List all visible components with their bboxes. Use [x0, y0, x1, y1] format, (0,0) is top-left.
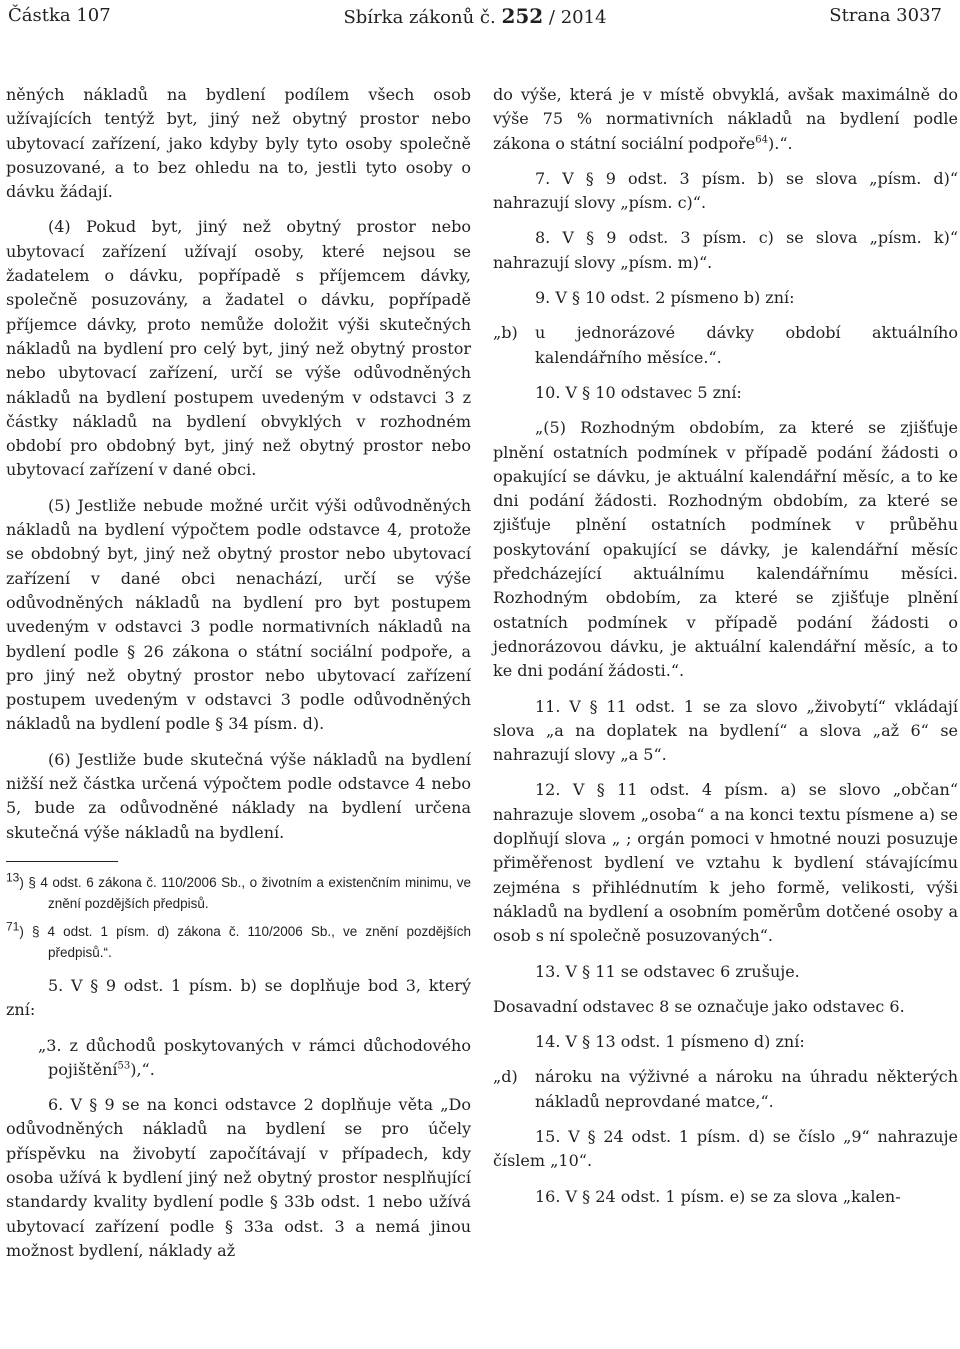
right-column	[493, 83, 958, 1209]
header-page-number: Strana 3037	[829, 5, 942, 26]
page-header	[8, 4, 942, 28]
amendment-item-14: 14. V § 13 odst. 1 písmeno d) zní:	[535, 1032, 805, 1052]
paragraph-continuation: něných nákladů na bydlení podílem všech osob užívajících tentýž byt, jiný než obytný prostor nebo ubytovací zařízení, jako kdyby byly tyto osoby společně posuzované, a to bez ohledu na to, jestli tyto osoby o dávku žádají.	[6, 85, 471, 202]
footnote-13-text: § 4 odst. 6 zákona č. 110/2006 Sb., o životním a existenčním minimu, ve znění pozdějších předpisů.	[28, 874, 471, 911]
amendment-item-6: 6. V § 9 se na konci odstavce 2 doplňuje věta „Do odůvodněných nákladů na bydlení se pro účely příspěvku na živobytí započítávají v případech, kdy osoba užívá k bydlení jiný než obytný prostor nesplňující standardy kvality bydlení podle § 33b odst. 1 nebo užívá ubytovací zařízení podle § 33a odst. 3 a nemá jinou možnost bydlení, náklady až	[6, 1095, 471, 1260]
header-law-number: 252	[501, 4, 544, 28]
footnote-13-mark: 13	[6, 870, 20, 885]
footnote-divider	[6, 861, 118, 862]
item-5-quote-footnote-ref: 53	[117, 1060, 131, 1072]
amendment-item-10: 10. V § 10 odstavec 5 zní:	[535, 382, 742, 402]
amendment-item-10-quote: „(5) Rozhodným obdobím, za které se zjišťuje plnění ostatních podmínek v případě podání žádosti o opakující se dávku, je aktuální kalendářní měsíc, a to ke dni podání žádosti. Rozhodným obdobím, za které se zjišťuje plnění ostatních podmínek v průběhu poskytování opakující se dávky, je kalendářní měsíc předcházející aktuálnímu kalendářnímu měsíci. Rozhodným obdobím, za které se zjišťuje plnění ostatních podmínek v případě podání žádosti o jednorázovou dávku, je aktuální kalendářní měsíc, a to ke dni podání žádosti.“.	[493, 418, 958, 681]
footnote-71-mark: 71	[6, 919, 20, 934]
paragraph-continuation-right	[493, 83, 958, 156]
footnote-71-text: § 4 odst. 1 písm. d) zákona č. 110/2006 Sb., ve znění pozdějších předpisů.“.	[31, 923, 471, 960]
continuation-footnote-ref: 64	[755, 134, 768, 146]
header-collection-title	[8, 4, 942, 30]
item-9-text: u jednorázové dávky období aktuálního kalendářního měsíce.“.	[535, 323, 958, 367]
amendment-item-12: 12. V § 11 odst. 4 písm. a) se slovo „občan“ nahrazuje slovem „osoba“ a na konci textu písmene a) se doplňují slova „ ; orgán pomoci v hmotné nouzi posuzuje přiměřenost bydlení ve vztahu k bydlení stávajícímu zejména s přihlédnutím k jeho formě, velikosti, výši nákladů na bydlení a osobním poměrům dotčené osoby a osob s ní společně posuzovaných“.	[493, 780, 958, 946]
paragraph-6: (6) Jestliže bude skutečná výše nákladů na bydlení nižší než částka určená výpočtem podle odstavce 4 nebo 5, bude za odůvodněné náklady na bydlení určena skutečná výše nákladů na bydlení.	[6, 749, 471, 842]
header-center-prefix: Sbírka zákonů č.	[343, 7, 496, 28]
amendment-item-5: 5. V § 9 odst. 1 písm. b) se doplňuje bod 3, který zní:	[6, 975, 471, 1020]
paragraph-4: (4) Pokud byt, jiný než obytný prostor nebo ubytovací zařízení užívají osoby, které nejsou se žadatelem o dávku, popřípadě s příjemcem dávky, společně posuzovány, a žadatel o dávku, popřípadě příjemce dávky, proto nemůže doložit výši skutečných nákladů na bydlení pro celý byt, jiný než obytný prostor nebo ubytovací zařízení, určí se výše odůvodněných nákladů na bydlení postupem uvedeným v odstavci 3 z částky nákladů na bydlení obvyklých v rozhodném období pro obdobný byt, jiný než obytný prostor nebo ubytovací zařízení v dané obci.	[6, 217, 471, 480]
paragraph-5: (5) Jestliže nebude možné určit výši odůvodněných nákladů na bydlení výpočtem podle odstavce 4, protože se obdobný byt, jiný než obytný prostor nebo ubytovací zařízení v dané obci nenachází, určí se výše odůvodněných nákladů na bydlení pro byt postupem uvedeným v odstavci 3 podle normativních nákladů na bydlení podle § 26 zákona o státní sociální podpoře, a pro jiný než obytný prostor nebo ubytovací zařízení postupem uvedeným v odstavci 3 podle odůvodněných nákladů na bydlení podle § 34 písm. d).	[6, 495, 471, 734]
item-5-quote-text: „3. z důchodů poskytovaných v rámci důchodového pojištění	[38, 1035, 471, 1079]
amendment-item-13-note: Dosavadní odstavec 8 se označuje jako odstavec 6.	[493, 996, 905, 1016]
amendment-item-14-quote	[493, 1065, 958, 1114]
item-14-letter: „d)	[493, 1067, 518, 1087]
continuation-end: ).“.	[768, 133, 793, 153]
footnote-71: $^{71}$) § 4 odst. 1 písm. d) zákona č. 110/2006 Sb., ve znění pozdějších předpisů.“.	[6, 919, 471, 960]
amendment-item-7: 7. V § 9 odst. 3 písm. b) se slova „písm. d)“ nahrazují slovy „písm. c)“.	[493, 168, 958, 213]
item-5-quote-end: ),“.	[130, 1059, 155, 1079]
left-column	[6, 83, 471, 1263]
amendment-item-9-quote	[493, 321, 958, 370]
amendment-item-15: 15. V § 24 odst. 1 písm. d) se číslo „9“ nahrazuje číslem „10“.	[493, 1126, 958, 1171]
header-part-number: Částka 107	[8, 5, 111, 26]
amendment-item-11: 11. V § 11 odst. 1 se za slovo „živobytí“ vkládají slova „a na doplatek na bydlení“ a slova „až 6“ se nahrazují slovy „a 5“.	[493, 696, 958, 765]
continuation-text: do výše, která je v místě obvyklá, avšak maximálně do výše 75 % normativních nákladů na bydlení podle zákona o státní sociální podpoře	[493, 85, 958, 153]
header-center-suffix: / 2014	[548, 7, 607, 28]
amendment-item-13: 13. V § 11 se odstavec 6 zrušuje.	[535, 961, 800, 981]
item-14-text: nároku na výživné a nároku na úhradu některých nákladů neprovdané matce,“.	[535, 1067, 958, 1111]
amendment-item-5-quote	[6, 1034, 471, 1083]
footnote-13: $^{13}$) § 4 odst. 6 zákona č. 110/2006 Sb., o životním a existenčním minimu, ve znění pozdějších předpisů.	[6, 870, 471, 911]
amendment-item-8: 8. V § 9 odst. 3 písm. c) se slova „písm. k)“ nahrazují slovy „písm. m)“.	[493, 228, 958, 272]
item-9-letter: „b)	[493, 323, 518, 343]
amendment-item-9: 9. V § 10 odst. 2 písmeno b) zní:	[535, 288, 795, 308]
amendment-item-16: 16. V § 24 odst. 1 písm. e) se za slova „kalen-	[535, 1186, 901, 1206]
